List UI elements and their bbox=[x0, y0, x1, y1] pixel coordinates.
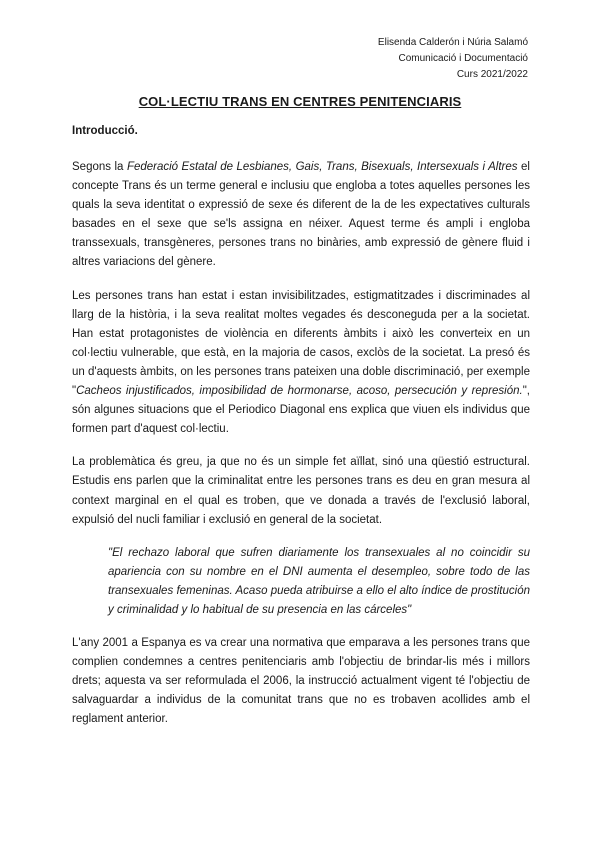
paragraph-1-lead: Segons la bbox=[72, 161, 127, 173]
header-course: Comunicació i Documentació bbox=[398, 53, 528, 64]
paragraph-2-lead: Les persones trans han estat i estan invisibilitzades, estigmatitzades i discriminades al llarg de la història, i la seva realitat moltes vegades és desconeguda per a la societat. Han estat protagonistes de violència en diferents àmbits i això les converteix en un col·lectiu vulnerable, que està, en la majoria de casos, exclòs de la societat. La presó és un d'aquests àmbits, on les persones trans pateixen una doble discriminació, per exemple " bbox=[72, 289, 530, 398]
header-authors: Elisenda Calderón i Núria Salamó bbox=[377, 37, 528, 48]
document-header bbox=[378, 35, 528, 83]
paragraph-1 bbox=[72, 158, 530, 273]
paragraph-2-citation: Cacheos injustificados, imposibilidad de hormonarse, acoso, persecución y represión. bbox=[76, 385, 523, 398]
document-body bbox=[72, 158, 530, 744]
document-title: COL·LECTIU TRANS EN CENTRES PENITENCIARIS bbox=[138, 94, 462, 109]
section-heading: Introducció. bbox=[72, 125, 138, 137]
paragraph-3: La problemàtica és greu, ja que no és un simple fet aïllat, sinó una qüestió estructural. Estudis ens parlen que la criminalitat entre les persones trans es deu en gran mesura al context marginal en el qual es troben, que ve donada a través de l'exclusió laboral, expulsió del nucli familiar i exclusió en general de la societat. bbox=[72, 456, 530, 526]
paragraph-4: L'any 2001 a Espanya es va crear una normativa que emparava a les persones trans que complien condemnes a centres penitenciaris amb l'objectiu de brindar-lis més i millors drets; aquesta va ser reformulada el 2006, la instrucció actualment vigent té l'objectiu de salvaguardar a individus de la comunitat trans que no es trobaven acollides amb el reglament anterior. bbox=[72, 637, 530, 726]
paragraph-1-organization: Federació Estatal de Lesbianes, Gais, Trans, Bisexuals, Intersexuals i Altres bbox=[126, 161, 518, 173]
block-quote: "El rechazo laboral que sufren diariamente los transexuales al no coincidir su apariencia con su nombre en el DNI aumenta el desempleo, sobre todo de las transexuales femeninas. Acaso pueda atribuirse a ello el alto índice de prostitución y criminalidad y lo habitual de su presencia en las cárceles" bbox=[108, 546, 530, 616]
paragraph-2-rest: ", són algunes situacions que el Periodico Diagonal ens explica que viuen els individus que formen part d'aquest col·lectiu. bbox=[72, 385, 530, 436]
header-year: Curs 2021/2022 bbox=[456, 69, 528, 80]
paragraph-2 bbox=[72, 287, 530, 440]
paragraph-1-rest: el concepte Trans és un terme general e inclusiu que engloba a totes aquelles persones les quals la seva identitat o expressió de sexe és diferent de la de les expectatives culturals basades en el sexe que se'ls assigna en néixer. Aquest terme és ampli i engloba transsexuals, transgèneres, persones trans no binàries, amb expressió de gènere fluid i altres variacions del gènere. bbox=[72, 161, 530, 269]
